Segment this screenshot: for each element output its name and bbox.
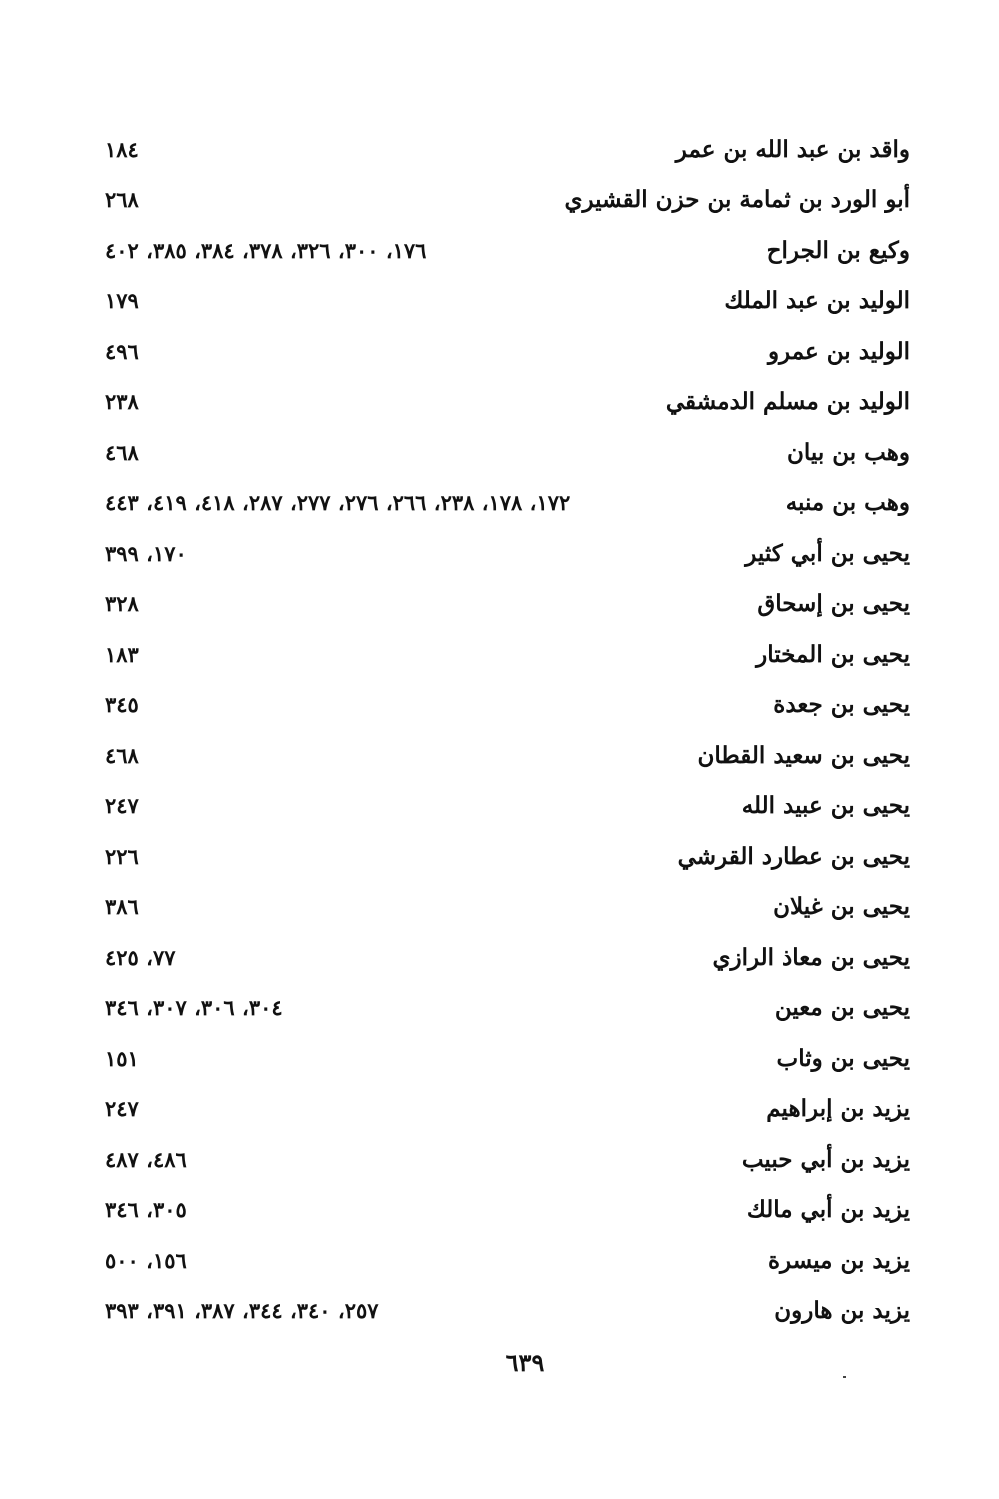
- entry-page-refs: ٤٨٦، ٤٨٧: [105, 1146, 187, 1172]
- entry-name: يحيى بن عطارد القرشي: [677, 842, 910, 870]
- entry-name: يزيد بن ميسرة: [767, 1246, 910, 1274]
- index-row: [105, 326, 910, 377]
- index-row: [105, 1084, 910, 1135]
- entry-name: يحيى بن وثاب: [776, 1044, 910, 1072]
- entry-name: يزيد بن أبي مالك: [746, 1196, 910, 1224]
- index-row: [105, 1185, 910, 1236]
- index-row: [105, 629, 910, 680]
- entry-name: يزيد بن إبراهيم: [766, 1095, 910, 1123]
- index-row: [105, 124, 910, 175]
- scan-speck: [843, 1376, 846, 1378]
- index-row: [105, 225, 910, 276]
- entry-page-refs: ٢٢٦: [105, 843, 139, 869]
- entry-page-refs: ٧٧، ٤٢٥: [105, 944, 176, 970]
- entry-name: واقد بن عبد الله بن عمر: [675, 135, 910, 163]
- entry-page-refs: ٣٠٥، ٣٤٦: [105, 1197, 187, 1223]
- index-row: [105, 175, 910, 226]
- entry-page-refs: ٤٦٨: [105, 742, 139, 768]
- entry-page-refs: ٢٣٨: [105, 389, 139, 415]
- index-row: [105, 276, 910, 327]
- index-row: [105, 478, 910, 529]
- index-row: [105, 1235, 910, 1286]
- index-row: [105, 427, 910, 478]
- entry-page-refs: ٢٤٧: [105, 793, 139, 819]
- index-row: [105, 1286, 910, 1337]
- index-row: [105, 579, 910, 630]
- entry-name: يزيد بن أبي حبيب: [741, 1145, 910, 1173]
- index-row: [105, 781, 910, 832]
- index-row: [105, 377, 910, 428]
- entry-page-refs: ٣٢٨: [105, 591, 139, 617]
- entry-name: يحيى بن إسحاق: [757, 590, 910, 618]
- entry-name: الوليد بن مسلم الدمشقي: [665, 388, 910, 416]
- index-row: [105, 730, 910, 781]
- entry-name: وهب بن منبه: [785, 489, 910, 517]
- entry-page-refs: ١٨٤: [105, 136, 139, 162]
- entry-page-refs: ١٥١: [105, 1045, 139, 1071]
- entry-page-refs: ٣٠٤، ٣٠٦، ٣٠٧، ٣٤٦: [105, 995, 283, 1021]
- entry-name: يزيد بن هارون: [774, 1297, 910, 1325]
- index-row: [105, 983, 910, 1034]
- entry-page-refs: ١٥٦، ٥٠٠: [105, 1247, 187, 1273]
- entry-name: الوليد بن عمرو: [767, 337, 910, 365]
- entry-page-refs: ٣٤٥: [105, 692, 139, 718]
- entry-page-refs: ١٨٣: [105, 641, 139, 667]
- entry-page-refs: ٢٤٧: [105, 1096, 139, 1122]
- entry-name: يحيى بن سعيد القطان: [697, 741, 910, 769]
- entry-name: يحيى بن المختار: [756, 640, 910, 668]
- index-row: [105, 831, 910, 882]
- index-row: [105, 528, 910, 579]
- entry-name: يحيى بن معين: [774, 994, 910, 1022]
- entry-name: يحيى بن غيلان: [773, 893, 910, 921]
- name-index-list: [105, 124, 910, 1336]
- entry-page-refs: ٣٨٦: [105, 894, 139, 920]
- entry-name: وهب بن بيان: [787, 438, 910, 466]
- entry-name: يحيى بن معاذ الرازي: [712, 943, 910, 971]
- entry-name: يحيى بن عبيد الله: [741, 792, 910, 820]
- entry-page-refs: ٢٦٨: [105, 187, 139, 213]
- entry-name: الوليد بن عبد الملك: [724, 287, 910, 315]
- entry-name: أبو الورد بن ثمامة بن حزن القشيري: [564, 186, 910, 214]
- entry-name: يحيى بن أبي كثير: [745, 539, 910, 567]
- entry-name: وكيع بن الجراح: [766, 236, 910, 264]
- index-row: [105, 1033, 910, 1084]
- index-row: [105, 1134, 910, 1185]
- entry-page-refs: ٤٩٦: [105, 338, 139, 364]
- index-row: [105, 882, 910, 933]
- entry-page-refs: ٢٥٧، ٣٤٠، ٣٤٤، ٣٨٧، ٣٩١، ٣٩٣: [105, 1298, 379, 1324]
- index-row: [105, 932, 910, 983]
- index-row: [105, 680, 910, 731]
- page-number: ٦٣٩: [505, 1348, 545, 1377]
- entry-page-refs: ١٧٦، ٣٠٠، ٣٢٦، ٣٧٨، ٣٨٤، ٣٨٥، ٤٠٢: [105, 237, 427, 263]
- entry-page-refs: ١٧٢، ١٧٨، ٢٣٨، ٢٦٦، ٢٧٦، ٢٧٧، ٢٨٧، ٤١٨، ٤١٩، ٤٤٣: [105, 490, 571, 516]
- entry-name: يحيى بن جعدة: [773, 691, 910, 719]
- entry-page-refs: ٤٦٨: [105, 439, 139, 465]
- entry-page-refs: ١٧٠، ٣٩٩: [105, 540, 187, 566]
- entry-page-refs: ١٧٩: [105, 288, 139, 314]
